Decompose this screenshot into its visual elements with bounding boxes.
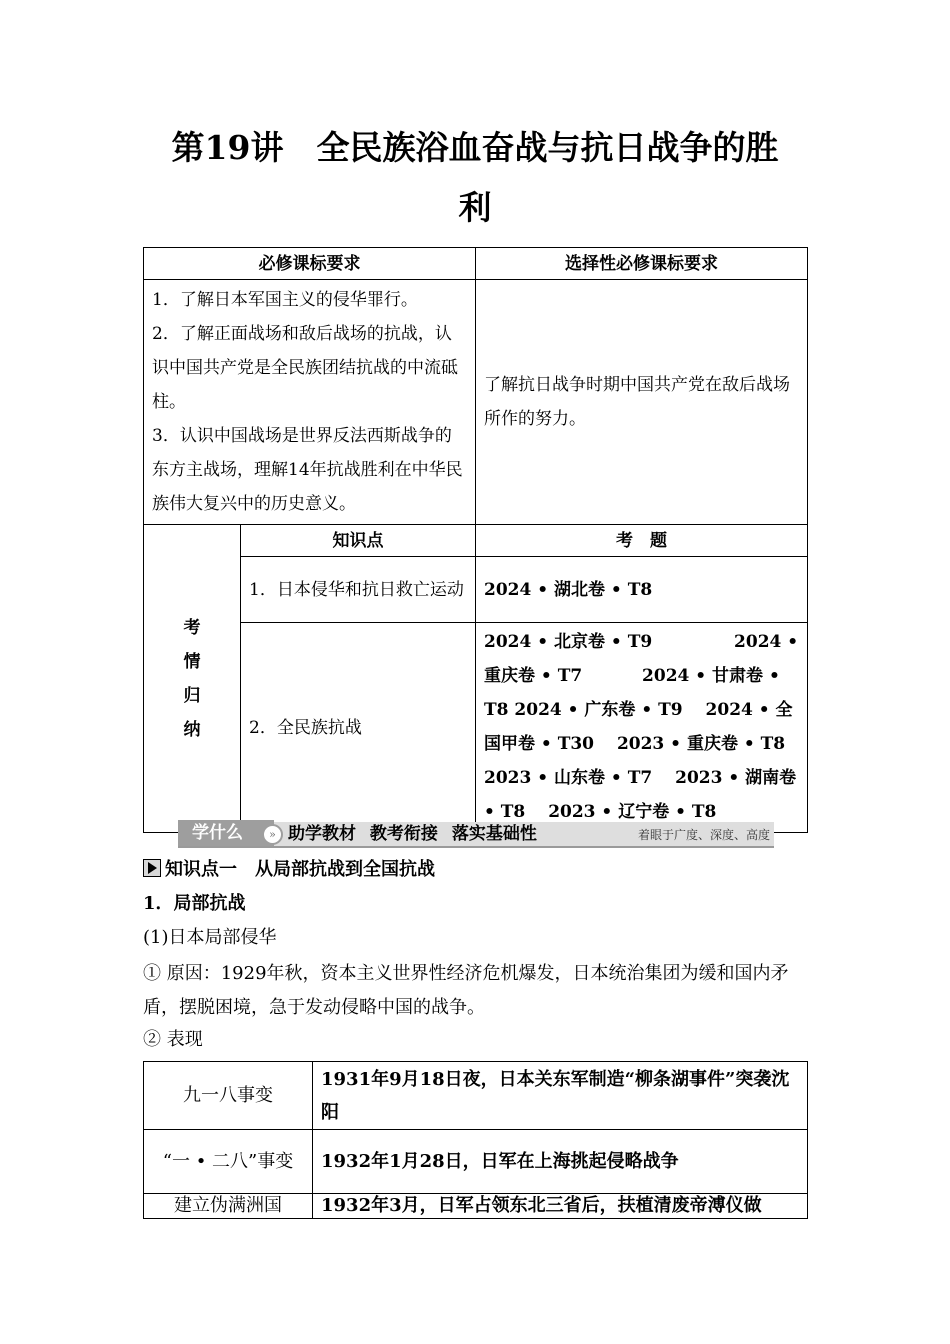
knowledge-header: 知识点 — [241, 525, 476, 557]
heading-japan-invasion: (1)日本局部侵华 — [143, 927, 277, 948]
curriculum-requirements-table — [143, 247, 808, 833]
questions-1 — [476, 557, 808, 623]
exam-summary-label: 考 情 归 纳 — [144, 525, 241, 833]
compulsory-item-3: 3．认识中国战场是世界反法西斯战争的东方主战场，理解14年抗战胜利在中华民族伟大复兴中的历史意义。 — [152, 426, 463, 514]
question-item: 2023 • 湖南卷 • T8 — [484, 768, 797, 822]
question-item: 2023 • 辽宁卷 • T8 — [548, 802, 717, 822]
elective-requirements: 了解抗日战争时期中国共产党在敌后战场所作的努力。 — [476, 280, 808, 525]
section-heading: 知识点一 从局部抗战到全国抗战 — [143, 853, 807, 887]
lesson-title — [140, 118, 810, 238]
event-name: “一 • 二八”事变 — [144, 1130, 313, 1194]
question-item: 2024 • 广东卷 • T9 — [514, 700, 683, 720]
compulsory-item-1: 1．了解日本军国主义的侵华罪行。 — [152, 290, 418, 310]
compulsory-item-2: 2．了解正面战场和敌后战场的抗战，认识中国共产党是全民族团结抗战的中流砥柱。 — [152, 324, 458, 412]
banner-tag: 学什么 — [178, 820, 274, 846]
section-banner — [178, 820, 774, 848]
questions-2 — [476, 623, 808, 833]
banner-note: 着眼于广度、深度、高度 — [637, 828, 770, 842]
question-item: 2024 • 全国甲卷 • T30 — [484, 700, 793, 754]
event-name: 建立伪满洲国 — [144, 1194, 313, 1219]
elective-header: 选择性必修课标要求 — [476, 248, 808, 280]
question-item: 2023 • 重庆卷 • T8 — [616, 734, 786, 754]
lesson-title-line-2: 利 — [458, 188, 492, 227]
double-chevron-right-icon: » — [262, 824, 283, 845]
lesson-title-line-1: 第19讲 全民族浴血奋战与抗日战争的胜 — [171, 128, 779, 167]
heading-manifestation: ② 表现 — [143, 1029, 203, 1050]
event-desc: 1932年1月28日，日军在上海挑起侵略战争 — [313, 1130, 808, 1194]
compulsory-requirements — [144, 280, 476, 525]
questions-header: 考 题 — [476, 525, 808, 557]
knowledge-point-1: 1．日本侵华和抗日救亡运动 — [241, 557, 476, 623]
play-icon — [143, 859, 161, 877]
cause-paragraph: ① 原因：1929年秋，资本主义世界性经济危机爆发，日本统治集团为缓和国内矛盾，摆脱困境，急于发动侵略中国的战争。 — [143, 963, 789, 1018]
knowledge-point-2: 2．全民族抗战 — [241, 623, 476, 833]
question-item: 2024 • 湖北卷 • T8 — [484, 579, 653, 600]
event-desc: 1932年3月，日军占领东北三省后，扶植清废帝溥仪做 — [313, 1194, 808, 1219]
event-name: 九一八事变 — [144, 1062, 313, 1130]
banner-text: 助学教材 教考衔接 落实基础性 — [288, 824, 537, 844]
question-item: 2024 • 北京卷 • T9 — [484, 632, 653, 652]
question-item: 2024 • 甘肃卷 • T8 — [484, 666, 780, 720]
events-table — [143, 1061, 808, 1219]
compulsory-header: 必修课标要求 — [144, 248, 476, 280]
question-item: 2024 • 重庆卷 • T7 — [484, 632, 799, 686]
heading-local-resistance: 1．局部抗战 — [143, 893, 246, 914]
event-desc: 1931年9月18日夜，日本关东军制造“柳条湖事件”突袭沈阳 — [313, 1062, 808, 1130]
question-item: 2023 • 山东卷 • T7 — [484, 768, 653, 788]
